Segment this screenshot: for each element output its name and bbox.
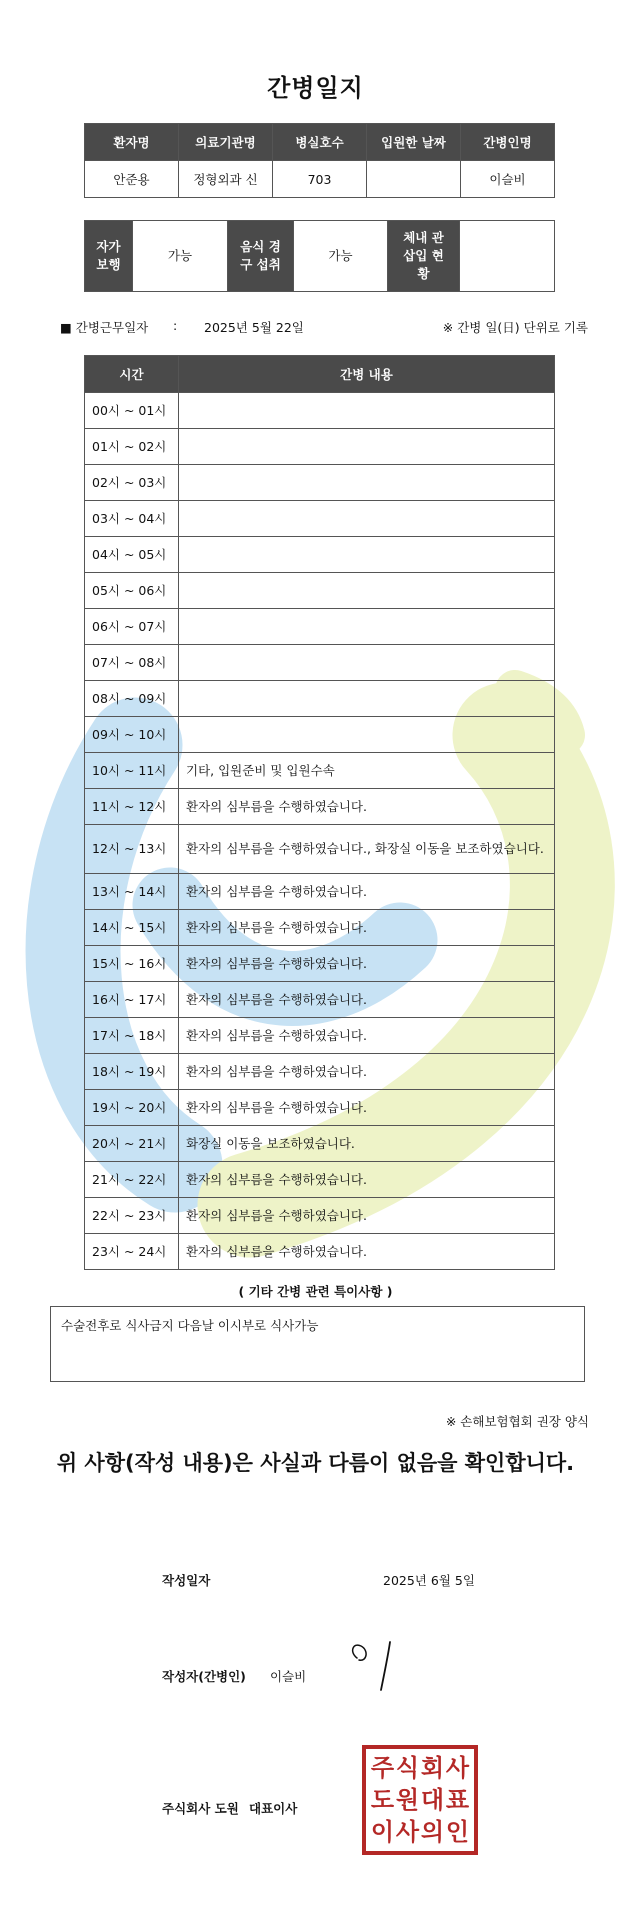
time-slot: 02시 ~ 03시: [85, 465, 179, 501]
care-content: [179, 609, 555, 645]
table-row: [85, 1054, 555, 1090]
care-content: 환자의 심부름을 수행하였습니다.: [179, 1234, 555, 1270]
time-slot: 13시 ~ 14시: [85, 874, 179, 910]
time-slot: 05시 ~ 06시: [85, 573, 179, 609]
table-row: [85, 501, 555, 537]
time-slot: 12시 ~ 13시: [85, 825, 179, 874]
care-content: 환자의 심부름을 수행하였습니다.: [179, 1018, 555, 1054]
table-row: [85, 1198, 555, 1234]
seal-character: 식: [395, 1753, 420, 1782]
care-log-table: [84, 355, 555, 1270]
header-admission-date: 입원한 날짜: [367, 124, 461, 161]
seal-character: 회: [420, 1753, 445, 1782]
author-value: 이슬비: [270, 1669, 307, 1684]
work-date-label: ■ 간병근무일자: [60, 320, 149, 335]
care-content: [179, 393, 555, 429]
table-row: [85, 825, 555, 874]
handwritten-signature: [345, 1636, 405, 1696]
time-slot: 14시 ~ 15시: [85, 910, 179, 946]
table-row: [85, 573, 555, 609]
time-slot: 11시 ~ 12시: [85, 789, 179, 825]
seal-characters: [370, 1752, 470, 1848]
time-slot: 07시 ~ 08시: [85, 645, 179, 681]
special-notes-box: 수술전후로 식사금지 다음날 이시부로 식사가능: [50, 1306, 585, 1382]
tube-insertion-value: [460, 221, 555, 292]
time-slot: 04시 ~ 05시: [85, 537, 179, 573]
time-slot: 08시 ~ 09시: [85, 681, 179, 717]
patient-status-table: [84, 220, 555, 292]
table-row: [85, 465, 555, 501]
seal-character: 사: [445, 1753, 470, 1782]
care-content: 화장실 이동을 보조하였습니다.: [179, 1126, 555, 1162]
care-content: 환자의 심부름을 수행하였습니다.: [179, 910, 555, 946]
table-row: [85, 717, 555, 753]
seal-character: 사: [395, 1817, 420, 1846]
document-title: 간병일지: [267, 74, 364, 102]
seal-character: 이: [370, 1817, 395, 1846]
admission-date: [367, 161, 461, 198]
care-content: 환자의 심부름을 수행하였습니다.: [179, 982, 555, 1018]
care-content: 환자의 심부름을 수행하였습니다.: [179, 1162, 555, 1198]
ceo-label: 대표이사: [249, 1801, 298, 1816]
table-row: [85, 429, 555, 465]
author-label: 작성자(간병인): [162, 1669, 246, 1684]
table-row: [85, 1234, 555, 1270]
time-slot: 06시 ~ 07시: [85, 609, 179, 645]
care-content: 환자의 심부름을 수행하였습니다.: [179, 946, 555, 982]
oral-intake-label: 음식 경 구 섭취: [228, 221, 294, 292]
time-slot: 17시 ~ 18시: [85, 1018, 179, 1054]
table-row: [85, 1126, 555, 1162]
work-date-row: [60, 318, 588, 338]
care-content: 환자의 심부름을 수행하였습니다.: [179, 1090, 555, 1126]
care-content: [179, 645, 555, 681]
seal-character: 도: [370, 1785, 395, 1814]
care-content: [179, 465, 555, 501]
table-row: [85, 1018, 555, 1054]
time-slot: 03시 ~ 04시: [85, 501, 179, 537]
time-slot: 16시 ~ 17시: [85, 982, 179, 1018]
table-row: [85, 910, 555, 946]
table-row: [85, 874, 555, 910]
date-label: 작성일자: [162, 1573, 211, 1588]
table-row: [85, 645, 555, 681]
care-content: 환자의 심부름을 수행하였습니다.: [179, 789, 555, 825]
caregiver-name: 이슬비: [461, 161, 555, 198]
tube-insertion-label: 체내 관 삽입 현 황: [388, 221, 460, 292]
table-row: [85, 393, 555, 429]
table-row: [85, 789, 555, 825]
time-slot: 15시 ~ 16시: [85, 946, 179, 982]
care-content: [179, 501, 555, 537]
care-content: 환자의 심부름을 수행하였습니다.: [179, 1198, 555, 1234]
table-row: [85, 1090, 555, 1126]
care-content: 환자의 심부름을 수행하였습니다.: [179, 1054, 555, 1090]
time-slot: 20시 ~ 21시: [85, 1126, 179, 1162]
care-log-body: [85, 393, 555, 1270]
time-slot: 22시 ~ 23시: [85, 1198, 179, 1234]
company-name: 주식회사 도원: [162, 1801, 239, 1816]
care-content: [179, 573, 555, 609]
header-hospital-name: 의료기관명: [179, 124, 273, 161]
work-date-value: 2025년 5월 22일: [204, 320, 304, 335]
time-slot: 00시 ~ 01시: [85, 393, 179, 429]
table-row: [85, 681, 555, 717]
care-content: 환자의 심부름을 수행하였습니다.: [179, 874, 555, 910]
table-row: [85, 753, 555, 789]
care-content: [179, 681, 555, 717]
time-slot: 21시 ~ 22시: [85, 1162, 179, 1198]
patient-info-table: [84, 123, 555, 198]
time-slot: 10시 ~ 11시: [85, 753, 179, 789]
seal-character: 표: [445, 1785, 470, 1814]
table-row: [85, 1162, 555, 1198]
table-row: [85, 609, 555, 645]
self-walk-value: 가능: [133, 221, 228, 292]
seal-character: 의: [420, 1817, 445, 1846]
header-care-content: 간병 내용: [179, 356, 555, 393]
seal-character: 주: [370, 1753, 395, 1782]
seal-character: 인: [445, 1817, 470, 1846]
header-caregiver-name: 간병인명: [461, 124, 555, 161]
date-value: 2025년 6월 5일: [383, 1573, 475, 1588]
header-room-number: 병실호수: [273, 124, 367, 161]
time-slot: 01시 ~ 02시: [85, 429, 179, 465]
care-content: [179, 429, 555, 465]
table-row: [85, 982, 555, 1018]
header-time: 시간: [85, 356, 179, 393]
care-content: 환자의 심부름을 수행하였습니다., 화장실 이동을 보조하였습니다.: [179, 825, 555, 874]
time-slot: 23시 ~ 24시: [85, 1234, 179, 1270]
special-notes-title: ( 기타 간병 관련 특이사항 ): [238, 1284, 393, 1299]
time-slot: 19시 ~ 20시: [85, 1090, 179, 1126]
form-source-note: ※ 손해보험협회 권장 양식: [445, 1414, 589, 1429]
patient-name: 안준용: [85, 161, 179, 198]
work-date-colon: :: [173, 318, 178, 333]
seal-character: 대: [420, 1785, 445, 1814]
company-seal: [362, 1745, 478, 1855]
daily-record-note: ※ 간병 일(日) 단위로 기록: [442, 320, 588, 335]
care-content: [179, 717, 555, 753]
seal-character: 원: [395, 1785, 420, 1814]
room-number: 703: [273, 161, 367, 198]
oral-intake-value: 가능: [294, 221, 388, 292]
care-content: 기타, 입원준비 및 입원수속: [179, 753, 555, 789]
header-patient-name: 환자명: [85, 124, 179, 161]
time-slot: 09시 ~ 10시: [85, 717, 179, 753]
hospital-name: 정형외과 신: [179, 161, 273, 198]
time-slot: 18시 ~ 19시: [85, 1054, 179, 1090]
table-row: [85, 537, 555, 573]
confirmation-statement: 위 사항(작성 내용)은 사실과 다름이 없음을 확인합니다.: [56, 1451, 575, 1475]
table-row: [85, 946, 555, 982]
care-content: [179, 537, 555, 573]
self-walk-label: 자가 보행: [85, 221, 133, 292]
